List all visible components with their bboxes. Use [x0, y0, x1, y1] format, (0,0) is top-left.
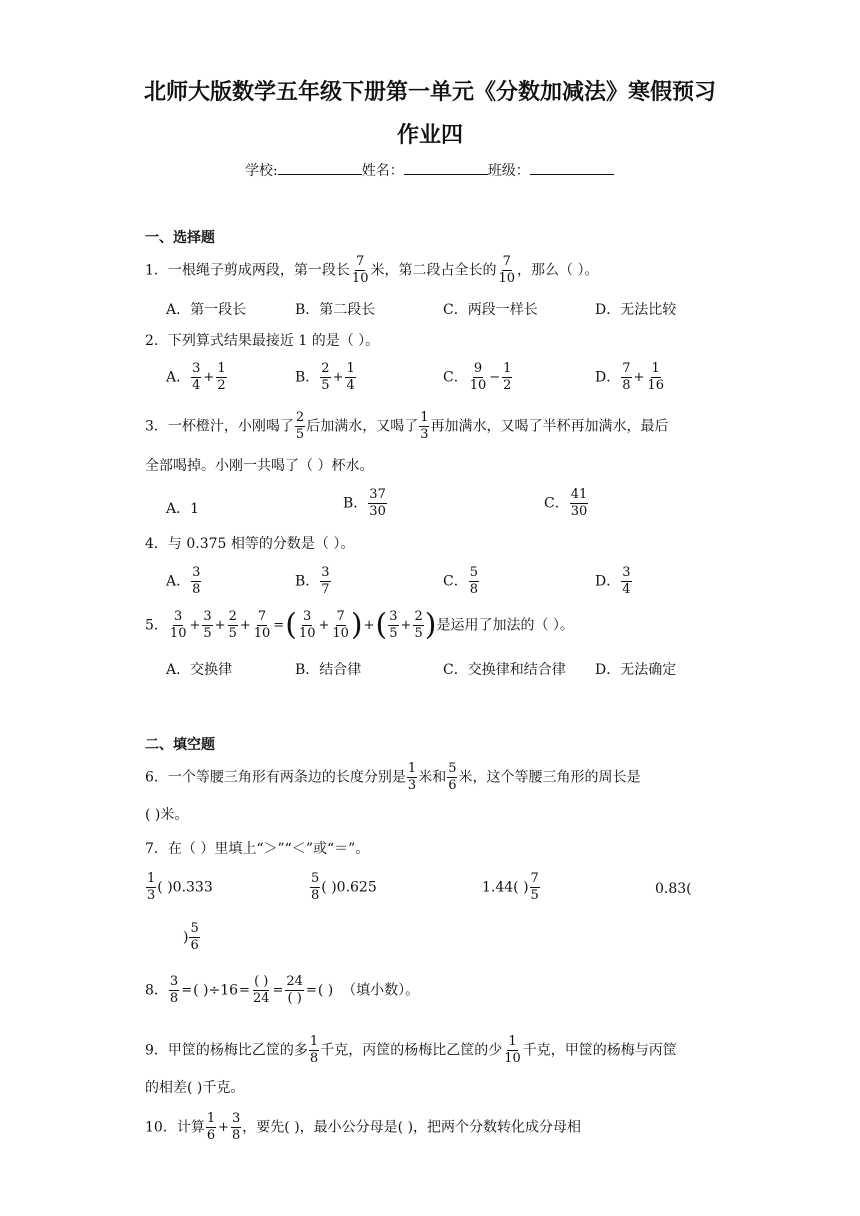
fraction: $\frac{3}{8}$: [232, 1111, 241, 1143]
option-a[interactable]: A．第一段长: [166, 302, 247, 318]
name-label: 姓名：: [361, 163, 404, 179]
question-text: 米和: [418, 769, 447, 786]
question-text: 与 0.375 相等的分数是（ ）。: [167, 536, 355, 552]
question-number: 9．: [145, 1042, 168, 1059]
fraction: $\frac{7}{10}$: [498, 254, 516, 286]
option-c[interactable]: C． $\frac{41}{30}$: [544, 487, 588, 519]
question-text: 后加满水，又喝了: [306, 418, 419, 435]
school-blank: [278, 160, 362, 175]
question-number: 3．: [145, 418, 168, 435]
question-text: 一杯橙汁，小刚喝了: [167, 418, 294, 435]
compare-item-3[interactable]: 1.44( ) $\frac{7}{5}$: [482, 871, 539, 903]
question-4: [145, 533, 354, 555]
question-6: [145, 762, 640, 793]
question-text: 再加满水，又喝了半杯再加满水，最后: [430, 418, 669, 435]
fraction: $\frac{3}{10}$: [169, 609, 187, 641]
question-text: ，那么（ ）。: [517, 262, 599, 279]
left-paren: (: [375, 607, 388, 643]
school-label: 学校:: [245, 163, 278, 179]
option-b[interactable]: B．结合律: [295, 662, 362, 678]
question-text: 一根绳子剪成两段，第一段长: [167, 262, 350, 279]
question-text: （填小数）。: [342, 982, 420, 999]
question-number: 8．: [145, 982, 168, 999]
fraction-blank[interactable]: $\frac{( )}{24}$: [252, 974, 270, 1006]
option-c[interactable]: C． $\frac{9}{10}$ − $\frac{1}{2}$: [443, 361, 512, 393]
question-10: 10．计算 $\frac{1}{6}$ + $\frac{3}{8}$ ，要先( )，最小公分母是( )，把两个分数转化成分母相: [145, 1111, 582, 1143]
option-c[interactable]: C．两段一样长: [443, 302, 538, 318]
fraction: $\frac{3}{10}$: [298, 609, 316, 641]
question-2: [145, 330, 379, 352]
left-paren: (: [285, 607, 297, 643]
option-a[interactable]: A．交换律: [166, 662, 233, 678]
option-a[interactable]: A．1: [166, 501, 200, 517]
question-text: 计算: [176, 1119, 205, 1136]
compare-item-1[interactable]: $\frac{1}{3}$ ( )0.333: [147, 871, 213, 903]
question-text: 在（ ）里填上“＞”“＜”或“＝”。: [167, 841, 370, 857]
question-number: 6．: [145, 769, 168, 786]
option-d[interactable]: D． $\frac{7}{8}$ + $\frac{1}{16}$: [595, 361, 664, 393]
option-a[interactable]: A． $\frac{3}{4}$ + $\frac{1}{2}$: [166, 361, 226, 393]
right-paren: ): [350, 607, 363, 643]
question-number: 1．: [145, 262, 168, 279]
class-label: 班级：: [487, 163, 530, 179]
question-number: 2．: [145, 333, 168, 349]
fraction: $\frac{1}{8}$: [309, 1034, 319, 1066]
fraction: $\frac{3}{5}$: [389, 609, 398, 641]
question-7: [145, 838, 369, 860]
option-d[interactable]: D． $\frac{3}{4}$: [595, 565, 631, 597]
fraction: $\frac{1}{3}$: [407, 761, 417, 793]
question-text: 一个等腰三角形有两条边的长度分别是: [167, 769, 406, 786]
question-5: 5． $\frac{3}{10}$ + $\frac{3}{5}$ + $\frac{2}{5}$ + $\frac{7}{10}$ =( $\frac{3}{10}$ + $\frac{7}{10}$ )+( $\frac{3}{5}$ + $\frac{2}{5}$ )是运用了加法的（ ）。: [145, 607, 574, 643]
question-text: ，要先( )，最小公分母是( )，把两个分数转化成分母相: [242, 1119, 582, 1136]
section-title-choice: 一、选择题: [145, 230, 215, 246]
fraction: $\frac{7}{10}$: [332, 609, 349, 641]
compare-item-4-cont: ) $\frac{5}{6}$: [183, 921, 199, 953]
document-title-line2: 作业四: [396, 123, 463, 148]
option-b[interactable]: B．第二段长: [295, 302, 376, 318]
right-paren: ): [424, 607, 437, 643]
option-c[interactable]: C．交换律和结合律: [443, 662, 566, 678]
question-text: 千克，甲筐的杨梅与丙筐: [522, 1042, 677, 1059]
fraction-blank[interactable]: $\frac{24}{( )}$: [286, 974, 303, 1006]
option-d[interactable]: D．无法比较: [595, 302, 677, 318]
question-3-line2: 全部喝掉。小刚一共喝了（ ）杯水。: [145, 458, 374, 474]
student-info-row: [245, 160, 614, 180]
fraction: $\frac{1}{6}$: [206, 1111, 216, 1143]
compare-item-4[interactable]: 0.83(: [655, 881, 692, 897]
question-number: 4．: [145, 536, 168, 552]
fraction: $\frac{1}{10}$: [504, 1034, 521, 1066]
question-number: 10．: [145, 1119, 177, 1136]
question-1: [145, 255, 598, 286]
question-3: [145, 411, 668, 442]
fraction: $\frac{7}{10}$: [253, 609, 271, 641]
option-c[interactable]: C． $\frac{5}{8}$: [443, 565, 478, 597]
question-text: 千克，丙筐的杨梅比乙筐的少: [320, 1042, 503, 1059]
fraction: $\frac{1}{3}$: [420, 410, 429, 442]
answer-blank[interactable]: ( ): [317, 982, 334, 999]
fraction: $\frac{2}{5}$: [414, 609, 423, 641]
question-text: 米，第二段占全长的: [370, 262, 497, 279]
fraction: $\frac{3}{5}$: [203, 609, 212, 641]
option-a[interactable]: A． $\frac{3}{8}$: [166, 565, 201, 597]
answer-blank-9[interactable]: 的相差( )千克。: [145, 1080, 245, 1096]
option-b[interactable]: B． $\frac{3}{7}$: [295, 565, 330, 597]
question-number: 5．: [145, 617, 168, 634]
question-text: 下列算式结果最接近 1 的是（ ）。: [167, 333, 380, 349]
option-d[interactable]: D．无法确定: [595, 662, 677, 678]
fraction: $\frac{3}{8}$: [169, 974, 179, 1006]
name-blank: [404, 160, 488, 175]
compare-item-2[interactable]: $\frac{5}{8}$ ( )0.625: [311, 871, 377, 903]
question-number: 7．: [145, 841, 168, 857]
section-title-fill: 二、填空题: [145, 737, 215, 753]
document-title-line1: 北师大版数学五年级下册第一单元《分数加减法》寒假预习: [143, 80, 716, 105]
question-text: 是运用了加法的（ ）。: [436, 617, 574, 634]
fraction: $\frac{2}{5}$: [295, 410, 305, 442]
fraction: $\frac{7}{10}$: [351, 254, 369, 286]
option-b[interactable]: B． $\frac{2}{5}$ + $\frac{1}{4}$: [295, 361, 355, 393]
answer-blank[interactable]: ( ): [193, 982, 209, 999]
question-9: [145, 1035, 677, 1066]
class-blank: [530, 160, 614, 175]
question-8: 8． $\frac{3}{8}$ =( )÷16= $\frac{( )}{24}$ = $\frac{24}{( )}$ =( ) （填小数）。: [145, 974, 420, 1006]
fraction: $\frac{5}{6}$: [448, 761, 457, 793]
option-b[interactable]: B． $\frac{37}{30}$: [343, 487, 386, 519]
question-text: 米，这个等腰三角形的周长是: [458, 769, 641, 786]
answer-blank-6[interactable]: ( )米。: [145, 807, 189, 823]
question-text: 甲筐的杨梅比乙筐的多: [167, 1042, 308, 1059]
fraction: $\frac{2}{5}$: [228, 609, 237, 641]
